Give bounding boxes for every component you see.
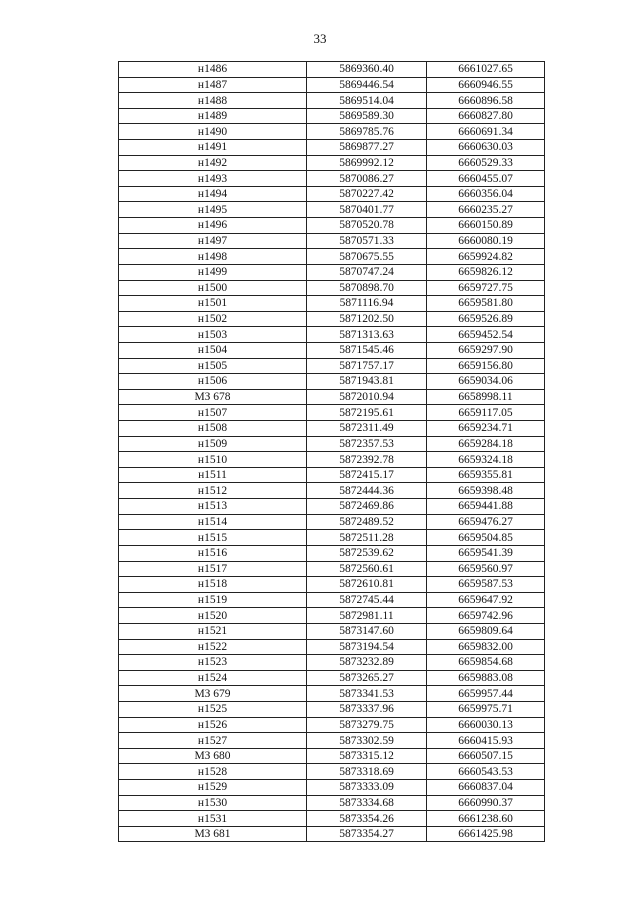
x-coordinate: 5872489.52 xyxy=(307,514,427,530)
y-coordinate: 6659924.82 xyxy=(427,249,545,265)
point-label: н1498 xyxy=(119,249,307,265)
x-coordinate: 5872392.78 xyxy=(307,452,427,468)
point-label: н1519 xyxy=(119,592,307,608)
page-number: 33 xyxy=(313,31,327,46)
point-label: МЗ 681 xyxy=(119,826,307,842)
point-label: н1506 xyxy=(119,374,307,390)
table-row xyxy=(119,545,545,561)
x-coordinate: 5869514.04 xyxy=(307,93,427,109)
point-label: н1517 xyxy=(119,561,307,577)
x-coordinate: 5869589.30 xyxy=(307,108,427,124)
table-row xyxy=(119,421,545,437)
point-label: н1521 xyxy=(119,623,307,639)
point-label: н1513 xyxy=(119,499,307,515)
y-coordinate: 6659156.80 xyxy=(427,358,545,374)
point-label: н1505 xyxy=(119,358,307,374)
table-row xyxy=(119,171,545,187)
table-row xyxy=(119,155,545,171)
y-coordinate: 6659809.64 xyxy=(427,623,545,639)
x-coordinate: 5872311.49 xyxy=(307,421,427,437)
table-row xyxy=(119,249,545,265)
x-coordinate: 5871757.17 xyxy=(307,358,427,374)
table-row xyxy=(119,608,545,624)
point-label: н1488 xyxy=(119,93,307,109)
point-label: МЗ 678 xyxy=(119,389,307,405)
y-coordinate: 6659727.75 xyxy=(427,280,545,296)
y-coordinate: 6661425.98 xyxy=(427,826,545,842)
point-label: н1500 xyxy=(119,280,307,296)
y-coordinate: 6658998.11 xyxy=(427,389,545,405)
point-label: н1499 xyxy=(119,264,307,280)
point-label: н1516 xyxy=(119,545,307,561)
table-row xyxy=(119,452,545,468)
coordinates-table xyxy=(118,61,545,842)
point-label: н1501 xyxy=(119,296,307,312)
x-coordinate: 5873232.89 xyxy=(307,655,427,671)
y-coordinate: 6660507.15 xyxy=(427,748,545,764)
point-label: н1487 xyxy=(119,77,307,93)
x-coordinate: 5870401.77 xyxy=(307,202,427,218)
x-coordinate: 5873354.26 xyxy=(307,811,427,827)
y-coordinate: 6659355.81 xyxy=(427,467,545,483)
x-coordinate: 5872357.53 xyxy=(307,436,427,452)
x-coordinate: 5872444.36 xyxy=(307,483,427,499)
point-label: н1490 xyxy=(119,124,307,140)
table-row xyxy=(119,374,545,390)
point-label: н1509 xyxy=(119,436,307,452)
y-coordinate: 6661238.60 xyxy=(427,811,545,827)
x-coordinate: 5873333.09 xyxy=(307,780,427,796)
x-coordinate: 5870747.24 xyxy=(307,264,427,280)
table-row xyxy=(119,218,545,234)
table-row xyxy=(119,670,545,686)
x-coordinate: 5872415.17 xyxy=(307,467,427,483)
point-label: н1524 xyxy=(119,670,307,686)
point-label: н1528 xyxy=(119,764,307,780)
point-label: н1512 xyxy=(119,483,307,499)
y-coordinate: 6660415.93 xyxy=(427,733,545,749)
y-coordinate: 6661027.65 xyxy=(427,62,545,78)
table-row xyxy=(119,140,545,156)
point-label: н1527 xyxy=(119,733,307,749)
table-row xyxy=(119,311,545,327)
table-row xyxy=(119,733,545,749)
x-coordinate: 5872539.62 xyxy=(307,545,427,561)
x-coordinate: 5872469.86 xyxy=(307,499,427,515)
x-coordinate: 5871545.46 xyxy=(307,342,427,358)
y-coordinate: 6659297.90 xyxy=(427,342,545,358)
x-coordinate: 5870675.55 xyxy=(307,249,427,265)
table-row xyxy=(119,623,545,639)
y-coordinate: 6659854.68 xyxy=(427,655,545,671)
point-label: н1486 xyxy=(119,62,307,78)
y-coordinate: 6660827.80 xyxy=(427,108,545,124)
x-coordinate: 5873334.68 xyxy=(307,795,427,811)
y-coordinate: 6660630.03 xyxy=(427,140,545,156)
x-coordinate: 5870520.78 xyxy=(307,218,427,234)
point-label: н1514 xyxy=(119,514,307,530)
table-row xyxy=(119,467,545,483)
table-row xyxy=(119,826,545,842)
y-coordinate: 6659284.18 xyxy=(427,436,545,452)
x-coordinate: 5873337.96 xyxy=(307,701,427,717)
table-row xyxy=(119,514,545,530)
table-row xyxy=(119,327,545,343)
x-coordinate: 5872610.81 xyxy=(307,577,427,593)
table-row xyxy=(119,561,545,577)
y-coordinate: 6660080.19 xyxy=(427,233,545,249)
x-coordinate: 5872981.11 xyxy=(307,608,427,624)
y-coordinate: 6659452.54 xyxy=(427,327,545,343)
table-row xyxy=(119,686,545,702)
x-coordinate: 5869992.12 xyxy=(307,155,427,171)
table-row xyxy=(119,296,545,312)
x-coordinate: 5871202.50 xyxy=(307,311,427,327)
y-coordinate: 6659826.12 xyxy=(427,264,545,280)
point-label: н1525 xyxy=(119,701,307,717)
point-label: н1496 xyxy=(119,218,307,234)
x-coordinate: 5872195.61 xyxy=(307,405,427,421)
x-coordinate: 5872745.44 xyxy=(307,592,427,608)
table-row xyxy=(119,592,545,608)
x-coordinate: 5869877.27 xyxy=(307,140,427,156)
y-coordinate: 6659742.96 xyxy=(427,608,545,624)
table-row xyxy=(119,436,545,452)
point-label: н1497 xyxy=(119,233,307,249)
y-coordinate: 6659324.18 xyxy=(427,452,545,468)
y-coordinate: 6660837.04 xyxy=(427,780,545,796)
x-coordinate: 5871116.94 xyxy=(307,296,427,312)
y-coordinate: 6659504.85 xyxy=(427,530,545,546)
y-coordinate: 6659476.27 xyxy=(427,514,545,530)
point-label: н1531 xyxy=(119,811,307,827)
table-row xyxy=(119,342,545,358)
y-coordinate: 6659560.97 xyxy=(427,561,545,577)
table-row xyxy=(119,577,545,593)
table-row xyxy=(119,62,545,78)
point-label: н1495 xyxy=(119,202,307,218)
point-label: МЗ 679 xyxy=(119,686,307,702)
y-coordinate: 6660235.27 xyxy=(427,202,545,218)
point-label: н1522 xyxy=(119,639,307,655)
point-label: н1503 xyxy=(119,327,307,343)
x-coordinate: 5872010.94 xyxy=(307,389,427,405)
point-label: н1518 xyxy=(119,577,307,593)
y-coordinate: 6659581.80 xyxy=(427,296,545,312)
table-row xyxy=(119,186,545,202)
point-label: н1511 xyxy=(119,467,307,483)
table-row xyxy=(119,405,545,421)
table-row xyxy=(119,639,545,655)
y-coordinate: 6659526.89 xyxy=(427,311,545,327)
table-row xyxy=(119,764,545,780)
x-coordinate: 5870086.27 xyxy=(307,171,427,187)
x-coordinate: 5873315.12 xyxy=(307,748,427,764)
y-coordinate: 6659957.44 xyxy=(427,686,545,702)
table-row xyxy=(119,483,545,499)
table-row xyxy=(119,93,545,109)
point-label: н1493 xyxy=(119,171,307,187)
table-row xyxy=(119,358,545,374)
point-label: н1520 xyxy=(119,608,307,624)
x-coordinate: 5873279.75 xyxy=(307,717,427,733)
table-row xyxy=(119,124,545,140)
point-label: н1526 xyxy=(119,717,307,733)
y-coordinate: 6660030.13 xyxy=(427,717,545,733)
y-coordinate: 6660455.07 xyxy=(427,171,545,187)
point-label: н1491 xyxy=(119,140,307,156)
y-coordinate: 6659883.08 xyxy=(427,670,545,686)
point-label: н1510 xyxy=(119,452,307,468)
table-row xyxy=(119,780,545,796)
table-row xyxy=(119,795,545,811)
table-row xyxy=(119,499,545,515)
x-coordinate: 5873265.27 xyxy=(307,670,427,686)
y-coordinate: 6659234.71 xyxy=(427,421,545,437)
y-coordinate: 6660691.34 xyxy=(427,124,545,140)
y-coordinate: 6660543.53 xyxy=(427,764,545,780)
y-coordinate: 6660990.37 xyxy=(427,795,545,811)
point-label: н1530 xyxy=(119,795,307,811)
point-label: н1523 xyxy=(119,655,307,671)
table-row xyxy=(119,233,545,249)
coordinates-table-body xyxy=(119,62,545,842)
point-label: н1502 xyxy=(119,311,307,327)
x-coordinate: 5870898.70 xyxy=(307,280,427,296)
x-coordinate: 5873341.53 xyxy=(307,686,427,702)
table-row xyxy=(119,748,545,764)
point-label: н1529 xyxy=(119,780,307,796)
x-coordinate: 5872560.61 xyxy=(307,561,427,577)
point-label: н1494 xyxy=(119,186,307,202)
x-coordinate: 5870571.33 xyxy=(307,233,427,249)
point-label: н1515 xyxy=(119,530,307,546)
point-label: н1507 xyxy=(119,405,307,421)
x-coordinate: 5871313.63 xyxy=(307,327,427,343)
y-coordinate: 6660150.89 xyxy=(427,218,545,234)
x-coordinate: 5873302.59 xyxy=(307,733,427,749)
table-row xyxy=(119,202,545,218)
x-coordinate: 5869785.76 xyxy=(307,124,427,140)
x-coordinate: 5871943.81 xyxy=(307,374,427,390)
table-row xyxy=(119,701,545,717)
y-coordinate: 6659975.71 xyxy=(427,701,545,717)
table-row xyxy=(119,280,545,296)
point-label: н1508 xyxy=(119,421,307,437)
y-coordinate: 6659832.00 xyxy=(427,639,545,655)
y-coordinate: 6659441.88 xyxy=(427,499,545,515)
y-coordinate: 6659034.06 xyxy=(427,374,545,390)
x-coordinate: 5873354.27 xyxy=(307,826,427,842)
y-coordinate: 6659587.53 xyxy=(427,577,545,593)
point-label: н1489 xyxy=(119,108,307,124)
y-coordinate: 6659398.48 xyxy=(427,483,545,499)
y-coordinate: 6660946.55 xyxy=(427,77,545,93)
table-row xyxy=(119,655,545,671)
x-coordinate: 5870227.42 xyxy=(307,186,427,202)
y-coordinate: 6659647.92 xyxy=(427,592,545,608)
table-row xyxy=(119,77,545,93)
x-coordinate: 5869446.54 xyxy=(307,77,427,93)
table-row xyxy=(119,108,545,124)
x-coordinate: 5872511.28 xyxy=(307,530,427,546)
x-coordinate: 5873147.60 xyxy=(307,623,427,639)
y-coordinate: 6660896.58 xyxy=(427,93,545,109)
table-row xyxy=(119,264,545,280)
point-label: н1492 xyxy=(119,155,307,171)
y-coordinate: 6660529.33 xyxy=(427,155,545,171)
x-coordinate: 5873318.69 xyxy=(307,764,427,780)
y-coordinate: 6659541.39 xyxy=(427,545,545,561)
point-label: МЗ 680 xyxy=(119,748,307,764)
y-coordinate: 6659117.05 xyxy=(427,405,545,421)
x-coordinate: 5869360.40 xyxy=(307,62,427,78)
table-row xyxy=(119,530,545,546)
table-row xyxy=(119,717,545,733)
point-label: н1504 xyxy=(119,342,307,358)
y-coordinate: 6660356.04 xyxy=(427,186,545,202)
table-row xyxy=(119,389,545,405)
x-coordinate: 5873194.54 xyxy=(307,639,427,655)
table-row xyxy=(119,811,545,827)
